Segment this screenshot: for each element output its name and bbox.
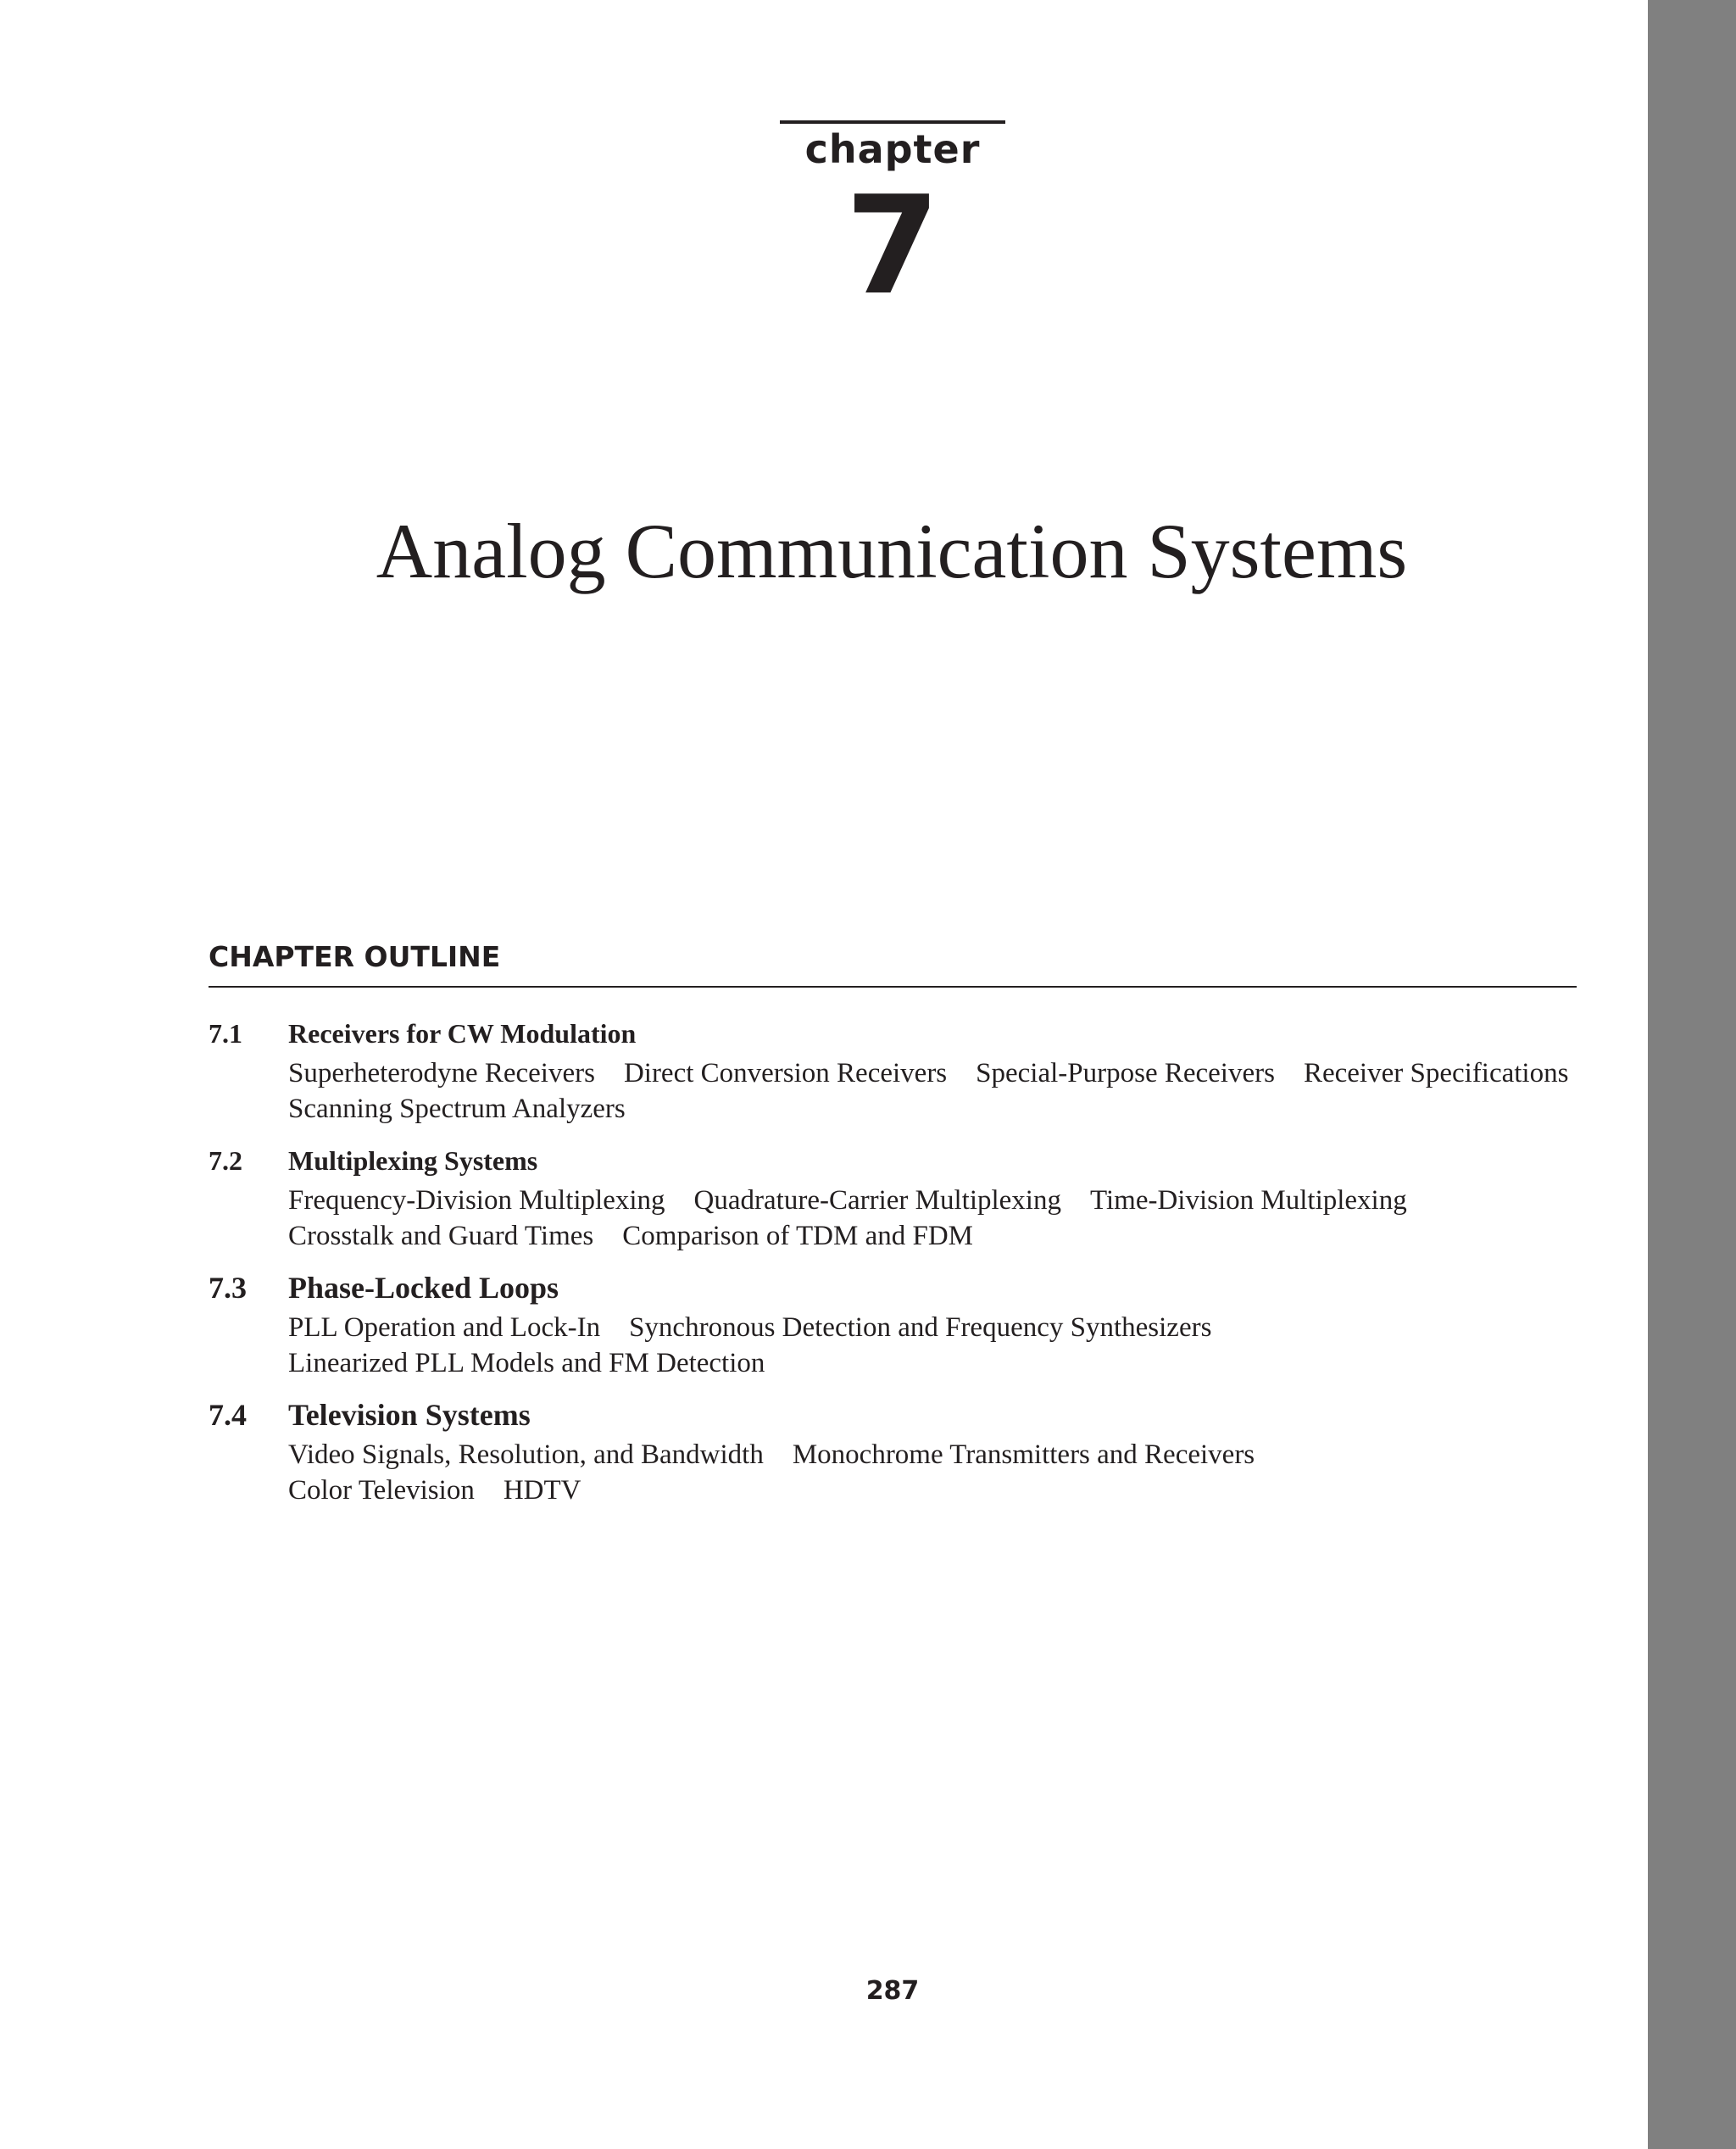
topic: Receiver Specifications <box>1303 1058 1569 1088</box>
topic: Crosstalk and Guard Times <box>288 1221 594 1251</box>
topic: Comparison of TDM and FDM <box>622 1221 973 1251</box>
section-topics <box>288 1437 1582 1508</box>
section-heading <box>209 1013 1582 1054</box>
topic: Scanning Spectrum Analyzers <box>288 1094 626 1124</box>
topic-line <box>288 1437 1582 1473</box>
chapter-title: Analog Communication Systems <box>376 508 1408 594</box>
topic-line <box>288 1473 1582 1508</box>
topic: Synchronous Detection and Frequency Synthesizers <box>629 1312 1212 1343</box>
topic: Quadrature-Carrier Multiplexing <box>693 1185 1061 1216</box>
section-number: 7.2 <box>209 1145 242 1176</box>
outline-section <box>209 1140 1582 1254</box>
section-topics <box>288 1183 1582 1254</box>
section-title: Multiplexing Systems <box>288 1145 538 1176</box>
topic-line <box>288 1310 1582 1345</box>
outline-heading: CHAPTER OUTLINE <box>209 940 501 973</box>
outline-section <box>209 1395 1582 1508</box>
outline-rule <box>209 986 1577 988</box>
topic-line <box>288 1091 1582 1127</box>
topic: Color Television <box>288 1475 475 1506</box>
topic: Direct Conversion Receivers <box>623 1058 948 1088</box>
topic: Time-Division Multiplexing <box>1089 1185 1407 1216</box>
topic: HDTV <box>503 1475 581 1506</box>
topic-line <box>288 1055 1582 1091</box>
section-heading <box>209 1395 1582 1435</box>
section-topics <box>288 1310 1582 1381</box>
outline-section <box>209 1013 1582 1127</box>
topic-line <box>288 1183 1582 1218</box>
page-edge-band <box>1648 0 1736 2149</box>
outline-section <box>209 1267 1582 1381</box>
section-number: 7.4 <box>209 1398 247 1432</box>
topic: Monochrome Transmitters and Receivers <box>792 1439 1255 1470</box>
section-title: Receivers for CW Modulation <box>288 1018 637 1049</box>
section-number: 7.1 <box>209 1018 242 1049</box>
section-title: Television Systems <box>288 1398 531 1432</box>
topic: Superheterodyne Receivers <box>288 1058 595 1088</box>
page-number: 287 <box>865 1976 920 2006</box>
topic-line <box>288 1345 1582 1381</box>
section-title: Phase-Locked Loops <box>288 1271 559 1305</box>
topic-line <box>288 1218 1582 1254</box>
topic: Video Signals, Resolution, and Bandwidth <box>288 1439 764 1470</box>
topic: Special-Purpose Receivers <box>976 1058 1275 1088</box>
topic: Frequency-Division Multiplexing <box>288 1185 665 1216</box>
section-topics <box>288 1055 1582 1127</box>
chapter-number: 7 <box>845 166 940 325</box>
topic: Linearized PLL Models and FM Detection <box>288 1348 765 1378</box>
topic: PLL Operation and Lock-In <box>288 1312 601 1343</box>
chapter-label: chapter <box>804 126 981 172</box>
section-heading <box>209 1267 1582 1308</box>
section-heading <box>209 1140 1582 1181</box>
section-number: 7.3 <box>209 1271 247 1305</box>
